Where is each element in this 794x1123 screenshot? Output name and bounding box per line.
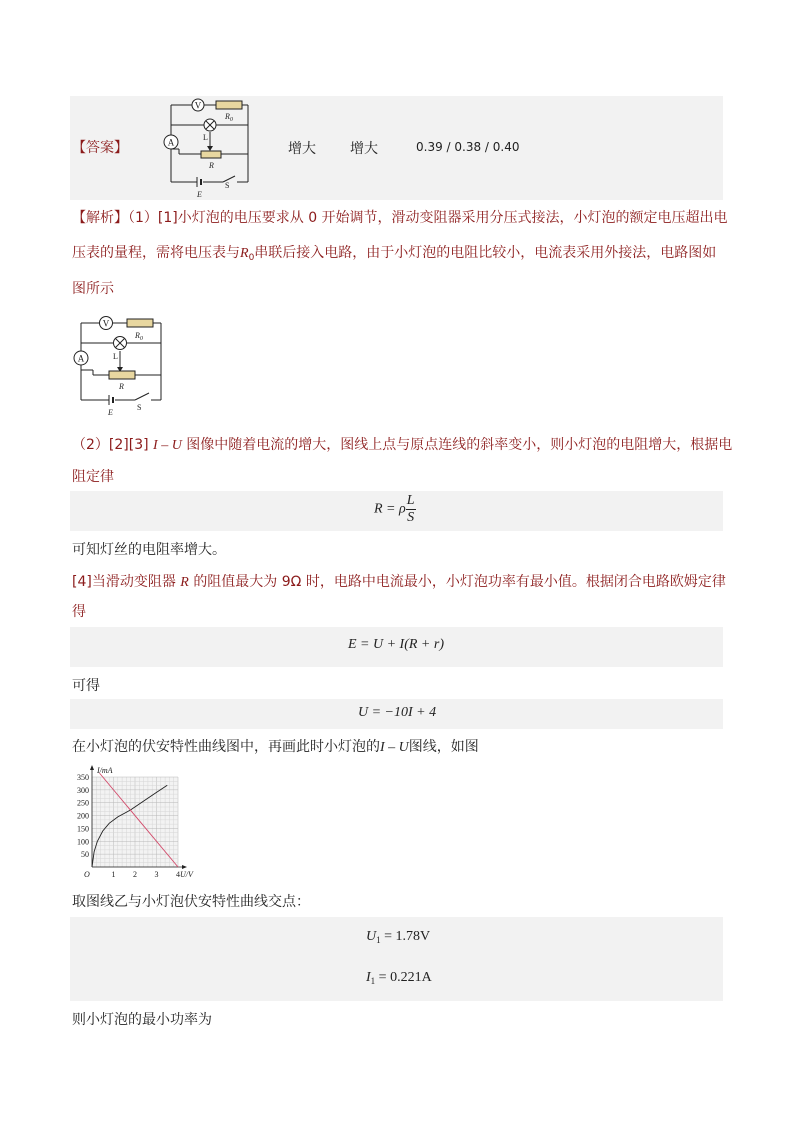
svg-text:E: E — [108, 408, 113, 417]
chart-y-arrow — [90, 765, 94, 770]
line-equation: U = −10I + 4 — [358, 705, 437, 720]
svg-text:L: L — [113, 352, 118, 361]
circuit-diagram-analysis — [71, 313, 165, 419]
chart-x-tick-label: 4 — [176, 870, 180, 879]
analysis-line-1: 【解析】（1）[1]小灯泡的电压要求从 0 开始调节，滑动变阻器采用分压式接法，小灯泡的额定电压超出电 — [72, 210, 728, 226]
voltmeter-label: V — [194, 100, 202, 111]
ohm-law-equation: E = U + I(R + r) — [348, 637, 444, 652]
i1-equation: $I_1 = 0.221A$ — [366, 970, 432, 986]
svg-text:R: R — [119, 382, 124, 391]
chart-y-tick-label: 50 — [81, 850, 89, 860]
svg-text:S: S — [225, 181, 230, 190]
analysis-line-6: 可知灯丝的电阻率增大。 — [72, 542, 226, 558]
chart-y-tick-label: 350 — [77, 773, 89, 782]
svg-text:A: A — [77, 353, 85, 364]
circuit-diagram-answer — [163, 96, 253, 200]
analysis-line-12: 则小灯泡的最小功率为 — [72, 1012, 212, 1028]
chart-y-tick-label: 300 — [77, 785, 89, 795]
analysis-line-9: 可得 — [72, 678, 100, 694]
analysis-line-3: 图所示 — [72, 281, 114, 297]
chart-y-tick-label: 200 — [77, 811, 89, 821]
svg-text:R0: $R_0$ — [225, 112, 233, 123]
chart-y-tick-label: 100 — [77, 837, 89, 847]
analysis-line-8: 得 — [72, 604, 86, 620]
svg-text:R: R — [209, 161, 214, 170]
svg-text:E: E — [197, 190, 202, 199]
analysis-line-2: 压表的量程，需将电压表与$R_0$串联后接入电路，由于小灯泡的电阻比较小，电流表采用外接法，电路图如 — [72, 245, 717, 263]
chart-y-tick-label: 150 — [77, 824, 89, 834]
svg-text:V: V — [102, 318, 110, 329]
analysis-line-10: 在小灯泡的伏安特性曲线图中，再画此时小灯泡的I – U图线，如图 — [72, 739, 479, 755]
answer-blank-2: 增大 — [288, 141, 316, 157]
analysis-label: 【解析】 — [72, 210, 128, 226]
answer-blank-3: 增大 — [350, 141, 378, 157]
chart-x-axis-label: U/V — [180, 870, 193, 879]
analysis-line-5: 阻定律 — [72, 469, 114, 485]
chart-origin-label: O — [84, 870, 90, 879]
chart-x-arrow — [182, 865, 187, 869]
chart-x-tick-label: 2 — [133, 870, 137, 879]
resistance-law-equation: R = ρ $\frac{L}{S}$ — [374, 493, 415, 525]
answer-label: 【答案】 — [72, 140, 128, 156]
analysis-line-11: 取图线乙与小灯泡伏安特性曲线交点： — [72, 894, 310, 910]
svg-text:S: S — [137, 403, 142, 412]
chart-y-axis-label: I/mA — [97, 766, 113, 775]
analysis-line-7: [4]当滑动变阻器 R 的阻值最大为 9Ω 时，电路中电流最小，小灯泡功率有最小值。根据闭合电路欧姆定律 — [72, 574, 726, 590]
chart-y-tick-label: 250 — [77, 798, 89, 808]
analysis-line-4: （2）[2][3] I – U 图像中随着电流的增大，图线上点与原点连线的斜率变小，则小灯泡的电阻增大，根据电 — [72, 437, 733, 453]
chart-x-tick-label: 3 — [154, 870, 159, 879]
answer-blank-4: 0.39 / 0.38 / 0.40 — [416, 140, 520, 154]
svg-text:L: L — [203, 133, 208, 142]
u1-equation: $U_1 = 1.78V$ — [366, 929, 431, 945]
iu-characteristic-chart — [70, 764, 200, 880]
ammeter-label: A — [167, 137, 175, 148]
svg-text:R0: $R_0$ — [135, 331, 143, 342]
chart-x-tick-label: 1 — [111, 870, 116, 879]
